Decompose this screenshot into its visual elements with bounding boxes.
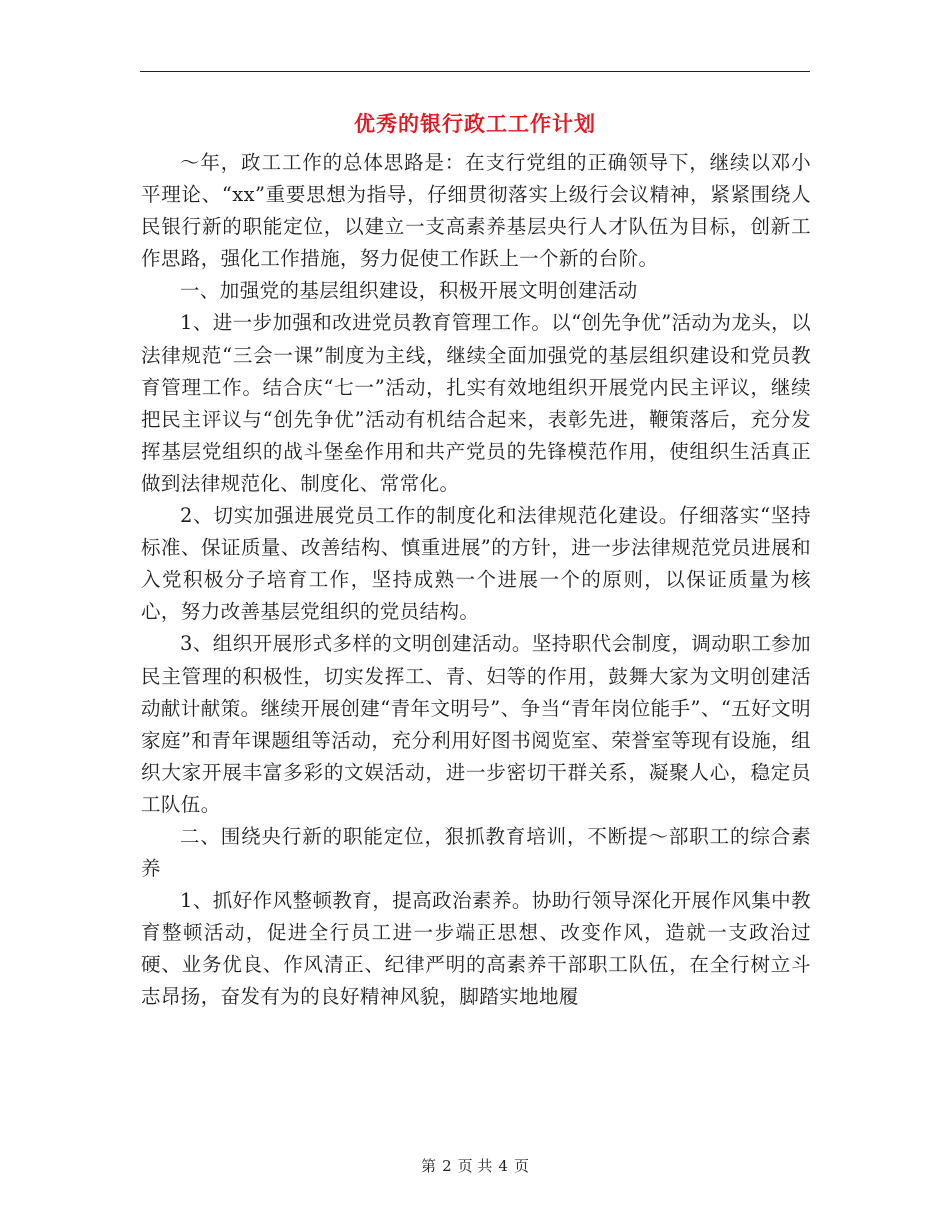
page-label-suffix: 页 bbox=[513, 1157, 529, 1175]
section-heading-2: 二、围绕央行新的职能定位，狠抓教育培训，不断提～部职工的综合素养 bbox=[141, 824, 811, 881]
paragraph-1-2: 2、切实加强进展党员工作的制度化和法律规范化建设。仔细落实“坚持标准、保证质量、改善结构、慎重进展”的方针，进一步法律规范党员进展和入党积极分子培育工作，坚持成熟一个进展一个的原则，以保证质量为核心，努力改善基层党组织的党员结构。 bbox=[141, 504, 811, 624]
page-label-middle: 页 共 bbox=[457, 1157, 493, 1175]
paragraph-intro: ～年，政工工作的总体思路是：在支行党组的正确领导下，继续以邓小平理论、“xx”重要思想为指导，仔细贯彻落实上级行会议精神，紧紧围绕人民银行新的职能定位，以建立一支高素养基层央行人才队伍为目标，创新工作思路，强化工作措施，努力促使工作跃上一个新的台阶。 bbox=[141, 151, 811, 271]
document-body bbox=[141, 147, 811, 1014]
page-footer bbox=[0, 1155, 950, 1177]
paragraph-1-3: 3、组织开展形式多样的文明创建活动。坚持职代会制度，调动职工参加民主管理的积极性，切实发挥工、青、妇等的作用，鼓舞大家为文明创建活动献计献策。继续开展创建“青年文明号”、争当“青年岗位能手”、“五好文明家庭”和青年课题组等活动，充分利用好图书阅览室、荣誉室等现有设施，组织大家开展丰富多彩的文娱活动，进一步密切干群关系，凝聚人心，稳定员工队伍。 bbox=[141, 632, 811, 816]
section-heading-1: 一、加强党的基层组织建设，积极开展文明创建活动 bbox=[180, 279, 638, 303]
paragraph-1-1: 1、进一步加强和改进党员教育管理工作。以“创先争优”活动为龙头，以法律规范“三会一课”制度为主线，继续全面加强党的基层组织建设和党员教育管理工作。结合庆“七一”活动，扎实有效地组织开展党内民主评议，继续把民主评议与“创先争优”活动有机结合起来，表彰先进，鞭策落后，充分发挥基层党组织的战斗堡垒作用和共产党员的先锋模范作用，使组织生活真正做到法律规范化、制度化、常常化。 bbox=[141, 311, 811, 495]
paragraph-2-1: 1、抓好作风整顿教育，提高政治素养。协助行领导深化开展作风集中教育整顿活动，促进全行员工进一步端正思想、改变作风，造就一支政治过硬、业务优良、作风清正、纪律严明的高素养干部职工队伍，在全行树立斗志昂扬，奋发有为的良好精神风貌，脚踏实地地履 bbox=[141, 889, 811, 1009]
page-number-current: 2 bbox=[442, 1157, 452, 1175]
page-number-total: 4 bbox=[498, 1157, 508, 1175]
page-label-prefix: 第 bbox=[421, 1157, 437, 1175]
document-title: 优秀的银行政工工作计划 bbox=[354, 112, 596, 136]
header-rule bbox=[140, 71, 810, 72]
